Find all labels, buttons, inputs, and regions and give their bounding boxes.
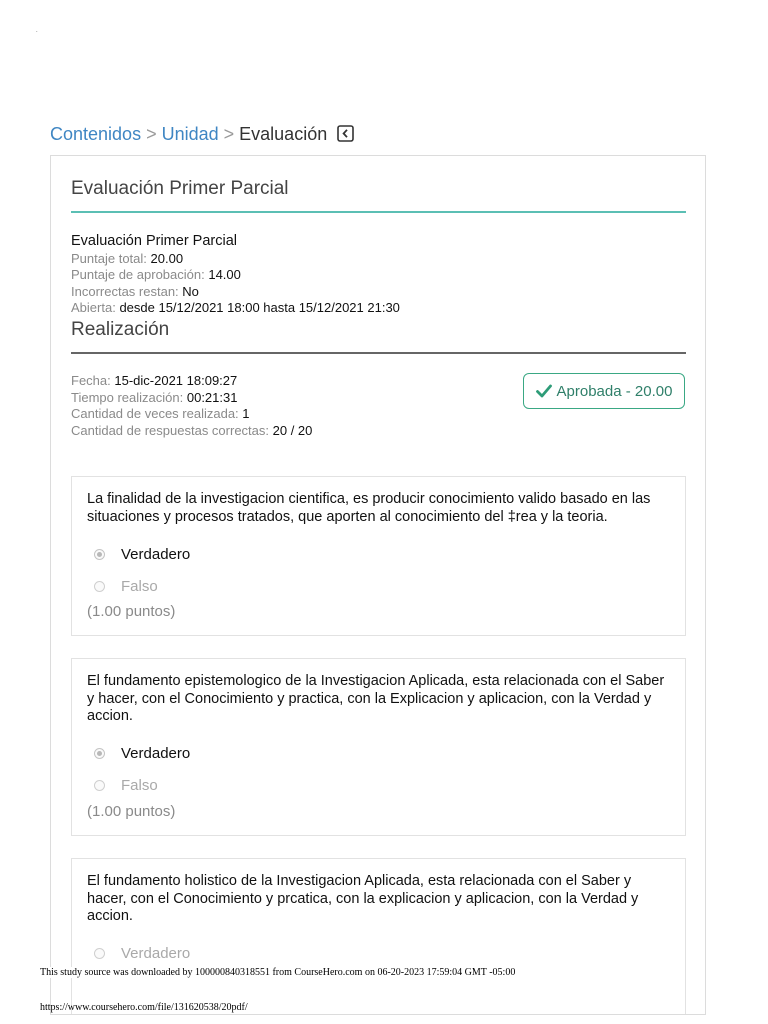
breadcrumb-unidad-link[interactable]: Unidad [161, 124, 219, 144]
breadcrumb-separator: > [223, 124, 235, 144]
info-row-total-score: Puntaje total: 20.00 [71, 250, 184, 266]
title-divider [71, 211, 686, 213]
breadcrumb-separator: > [146, 124, 157, 144]
attempt-row-duration: Tiempo realización: 00:21:31 [71, 389, 238, 405]
question-card [71, 658, 686, 836]
option-label: Falso [121, 577, 158, 595]
evaluation-title: Evaluación Primer Parcial [71, 178, 289, 199]
evaluation-info [71, 233, 400, 317]
check-icon [536, 384, 552, 398]
option-label: Verdadero [121, 945, 191, 962]
attempt-info [71, 373, 312, 439]
download-notice: This study source was downloaded by 100000840318551 from CourseHero.com on 06-20-2023 17:59:04 GMT -05:00 [40, 967, 516, 978]
radio-unselected[interactable] [94, 780, 105, 791]
option-verdadero[interactable] [87, 738, 670, 770]
breadcrumb-contenidos-link[interactable]: Contenidos [50, 124, 142, 144]
option-label: Verdadero [121, 545, 191, 563]
question-text: La finalidad de la investigacion cientifica, es producir conocimiento valido basado en las situaciones y procesos tratados, que aporten al conocimiento del ‡rea y la teoria. [87, 491, 651, 525]
source-url: https://www.coursehero.com/file/131620538/20pdf/ [40, 1002, 248, 1013]
attempt-row-date: Fecha: 15-dic-2021 18:09:27 [71, 373, 238, 388]
question-points: (1.00 puntos) [87, 802, 176, 820]
option-verdadero[interactable] [87, 938, 670, 970]
page-mark: . [36, 28, 38, 34]
status-badge [523, 373, 685, 409]
radio-selected[interactable] [94, 748, 105, 759]
question-text: El fundamento epistemologico de la Investigacion Aplicada, esta relacionada con el Saber y hacer, con el Conocimiento y practica, con la Explicacion y aplicacion, con la Verdad y accion. [87, 673, 665, 724]
status-badge-label: Aprobada - 20.00 [556, 382, 673, 400]
question-text: El fundamento holistico de la Investigacion Aplicada, esta relacionada con el Saber y hacer, con el Conocimiento y prcatica, con la explicacion y aplicacion, con la Verdad y accion. [87, 873, 639, 924]
radio-selected[interactable] [94, 549, 105, 560]
attempt-row-count: Cantidad de veces realizada: 1 [71, 406, 250, 421]
evaluation-panel [50, 155, 706, 1015]
option-label: Verdadero [121, 745, 191, 762]
radio-unselected[interactable] [94, 948, 105, 959]
option-label: Falso [121, 777, 158, 794]
question-points: (1.00 puntos) [87, 603, 176, 620]
section-divider [71, 352, 686, 354]
option-falso[interactable] [87, 570, 670, 602]
breadcrumb-current: Evaluación [239, 124, 328, 144]
option-falso[interactable] [87, 770, 670, 802]
evaluation-name: Evaluación Primer Parcial [71, 233, 238, 249]
chevron-left-box-icon[interactable] [337, 125, 354, 147]
breadcrumb [50, 124, 354, 147]
question-card [71, 858, 686, 1015]
info-row-wrong-subtract: Incorrectas restan: No [71, 283, 199, 299]
radio-unselected[interactable] [94, 581, 105, 592]
option-verdadero[interactable] [87, 538, 670, 570]
realizacion-title: Realización [71, 319, 170, 340]
attempt-row-correct: Cantidad de respuestas correctas: 20 / 20 [71, 422, 313, 438]
question-card [71, 476, 686, 636]
info-row-passing-score: Puntaje de aprobación: 14.00 [71, 267, 241, 282]
info-row-open-window: Abierta: desde 15/12/2021 18:00 hasta 15/12/2021 21:30 [71, 300, 400, 315]
